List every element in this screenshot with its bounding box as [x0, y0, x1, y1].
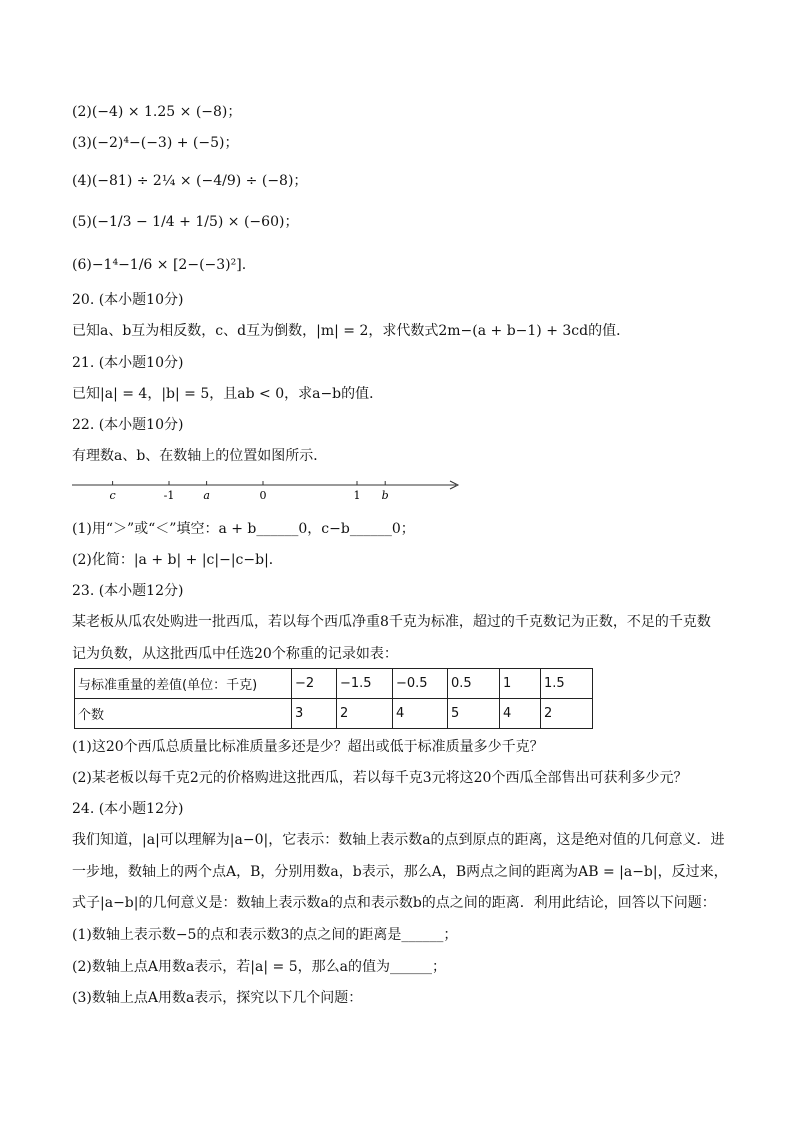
- number-line-label: c: [109, 489, 116, 502]
- table-row: [75, 699, 593, 729]
- table-cell: −1.5: [337, 669, 393, 699]
- table-header-row: [75, 669, 593, 699]
- text-line-q21_body: 已知|a| = 4，|b| = 5，且ab < 0，求a−b的值．: [72, 386, 384, 402]
- table-cell: 4: [393, 699, 448, 729]
- text-line-q22_body: 有理数a、b、在数轴上的位置如图所示．: [72, 448, 328, 464]
- text-line-q24_body1: 我们知道，|a|可以理解为|a−0|，它表示：数轴上表示数a的点到原点的距离，这是绝对值的几何意义．进: [72, 832, 725, 848]
- table-cell: 个数: [75, 699, 292, 729]
- table-cell: 3: [292, 699, 337, 729]
- text-line-q19_5: (5)(−1/3 − 1/4 + 1/5) × (−60)；: [72, 214, 299, 230]
- text-line-q24_body3: 式子|a−b|的几何意义是：数轴上表示数a的点和表示数b的点之间的距离．利用此结论，回答以下问题：: [72, 895, 716, 911]
- text-line-q22_1: (1)用“＞”或“＜”填空：a + b______0，c−b______0；: [72, 521, 415, 537]
- number-line-label: 1: [353, 489, 361, 502]
- table-cell: 与标准重量的差值(单位：千克): [75, 669, 292, 699]
- text-line-q24_body2: 一步地，数轴上的两个点A，B，分别用数a，b表示，那么A，B两点之间的距离为AB = |a−b|，反过来，: [72, 864, 728, 880]
- text-line-q19_4: (4)(−81) ÷ 2¼ × (−4/9) ÷ (−8)；: [72, 173, 308, 189]
- text-line-q22_head: 22. (本小题10分): [72, 417, 184, 433]
- table-cell: −0.5: [393, 669, 448, 699]
- table-cell: 5: [448, 699, 500, 729]
- number-line-label: -1: [163, 489, 175, 502]
- text-line-q19_6: (6)−1⁴−1/6 × [2−(−3)²].: [72, 257, 247, 273]
- table-cell: 2: [541, 699, 593, 729]
- text-line-q23_1: (1)这20个西瓜总质量比标准质量多还是少？超出或低于标准质量多少千克？: [72, 739, 544, 755]
- text-line-q23_head: 23. (本小题12分): [72, 583, 184, 599]
- text-line-q24_head: 24. (本小题12分): [72, 801, 184, 817]
- text-line-q21_head: 21. (本小题10分): [72, 355, 184, 371]
- text-line-q24_2: (2)数轴上点A用数a表示，若|a| = 5，那么a的值为______；: [72, 959, 446, 975]
- weight-record-table: [74, 668, 593, 729]
- text-line-q23_2: (2)某老板以每千克2元的价格购进这批西瓜，若以每千克3元将这20个西瓜全部售出可获利多少元？: [72, 770, 688, 786]
- text-line-q20_head: 20. (本小题10分): [72, 292, 184, 308]
- table-cell: 2: [337, 699, 393, 729]
- text-line-q19_2: (2)(−4) × 1.25 × (−8)；: [72, 104, 242, 120]
- text-line-q23_body1: 某老板从瓜农处购进一批西瓜，若以每个西瓜净重8千克为标准，超过的千克数记为正数，不足的千克数: [72, 614, 711, 630]
- number-line-label: 0: [259, 489, 267, 502]
- number-line-label: b: [381, 489, 389, 502]
- number-line: [72, 474, 472, 504]
- table-cell: 1: [500, 669, 541, 699]
- table-cell: 0.5: [448, 669, 500, 699]
- text-line-q19_3: (3)(−2)⁴−(−3) + (−5)；: [72, 135, 239, 151]
- table-cell: −2: [292, 669, 337, 699]
- text-line-q22_2: (2)化简：|a + b| + |c|−|c−b|．: [72, 552, 283, 568]
- text-line-q23_body2: 记为负数，从这批西瓜中任选20个称重的记录如表：: [72, 646, 398, 662]
- number-line-label: a: [203, 489, 210, 502]
- text-line-q24_1: (1)数轴上表示数−5的点和表示数3的点之间的距离是______；: [72, 927, 458, 943]
- text-line-q20_body: 已知a、b互为相反数，c、d互为倒数，|m| = 2，求代数式2m−(a + b−1) + 3cd的值．: [72, 323, 631, 339]
- text-line-q24_3: (3)数轴上点A用数a表示，探究以下几个问题：: [72, 990, 363, 1006]
- table-cell: 1.5: [541, 669, 593, 699]
- table-cell: 4: [500, 699, 541, 729]
